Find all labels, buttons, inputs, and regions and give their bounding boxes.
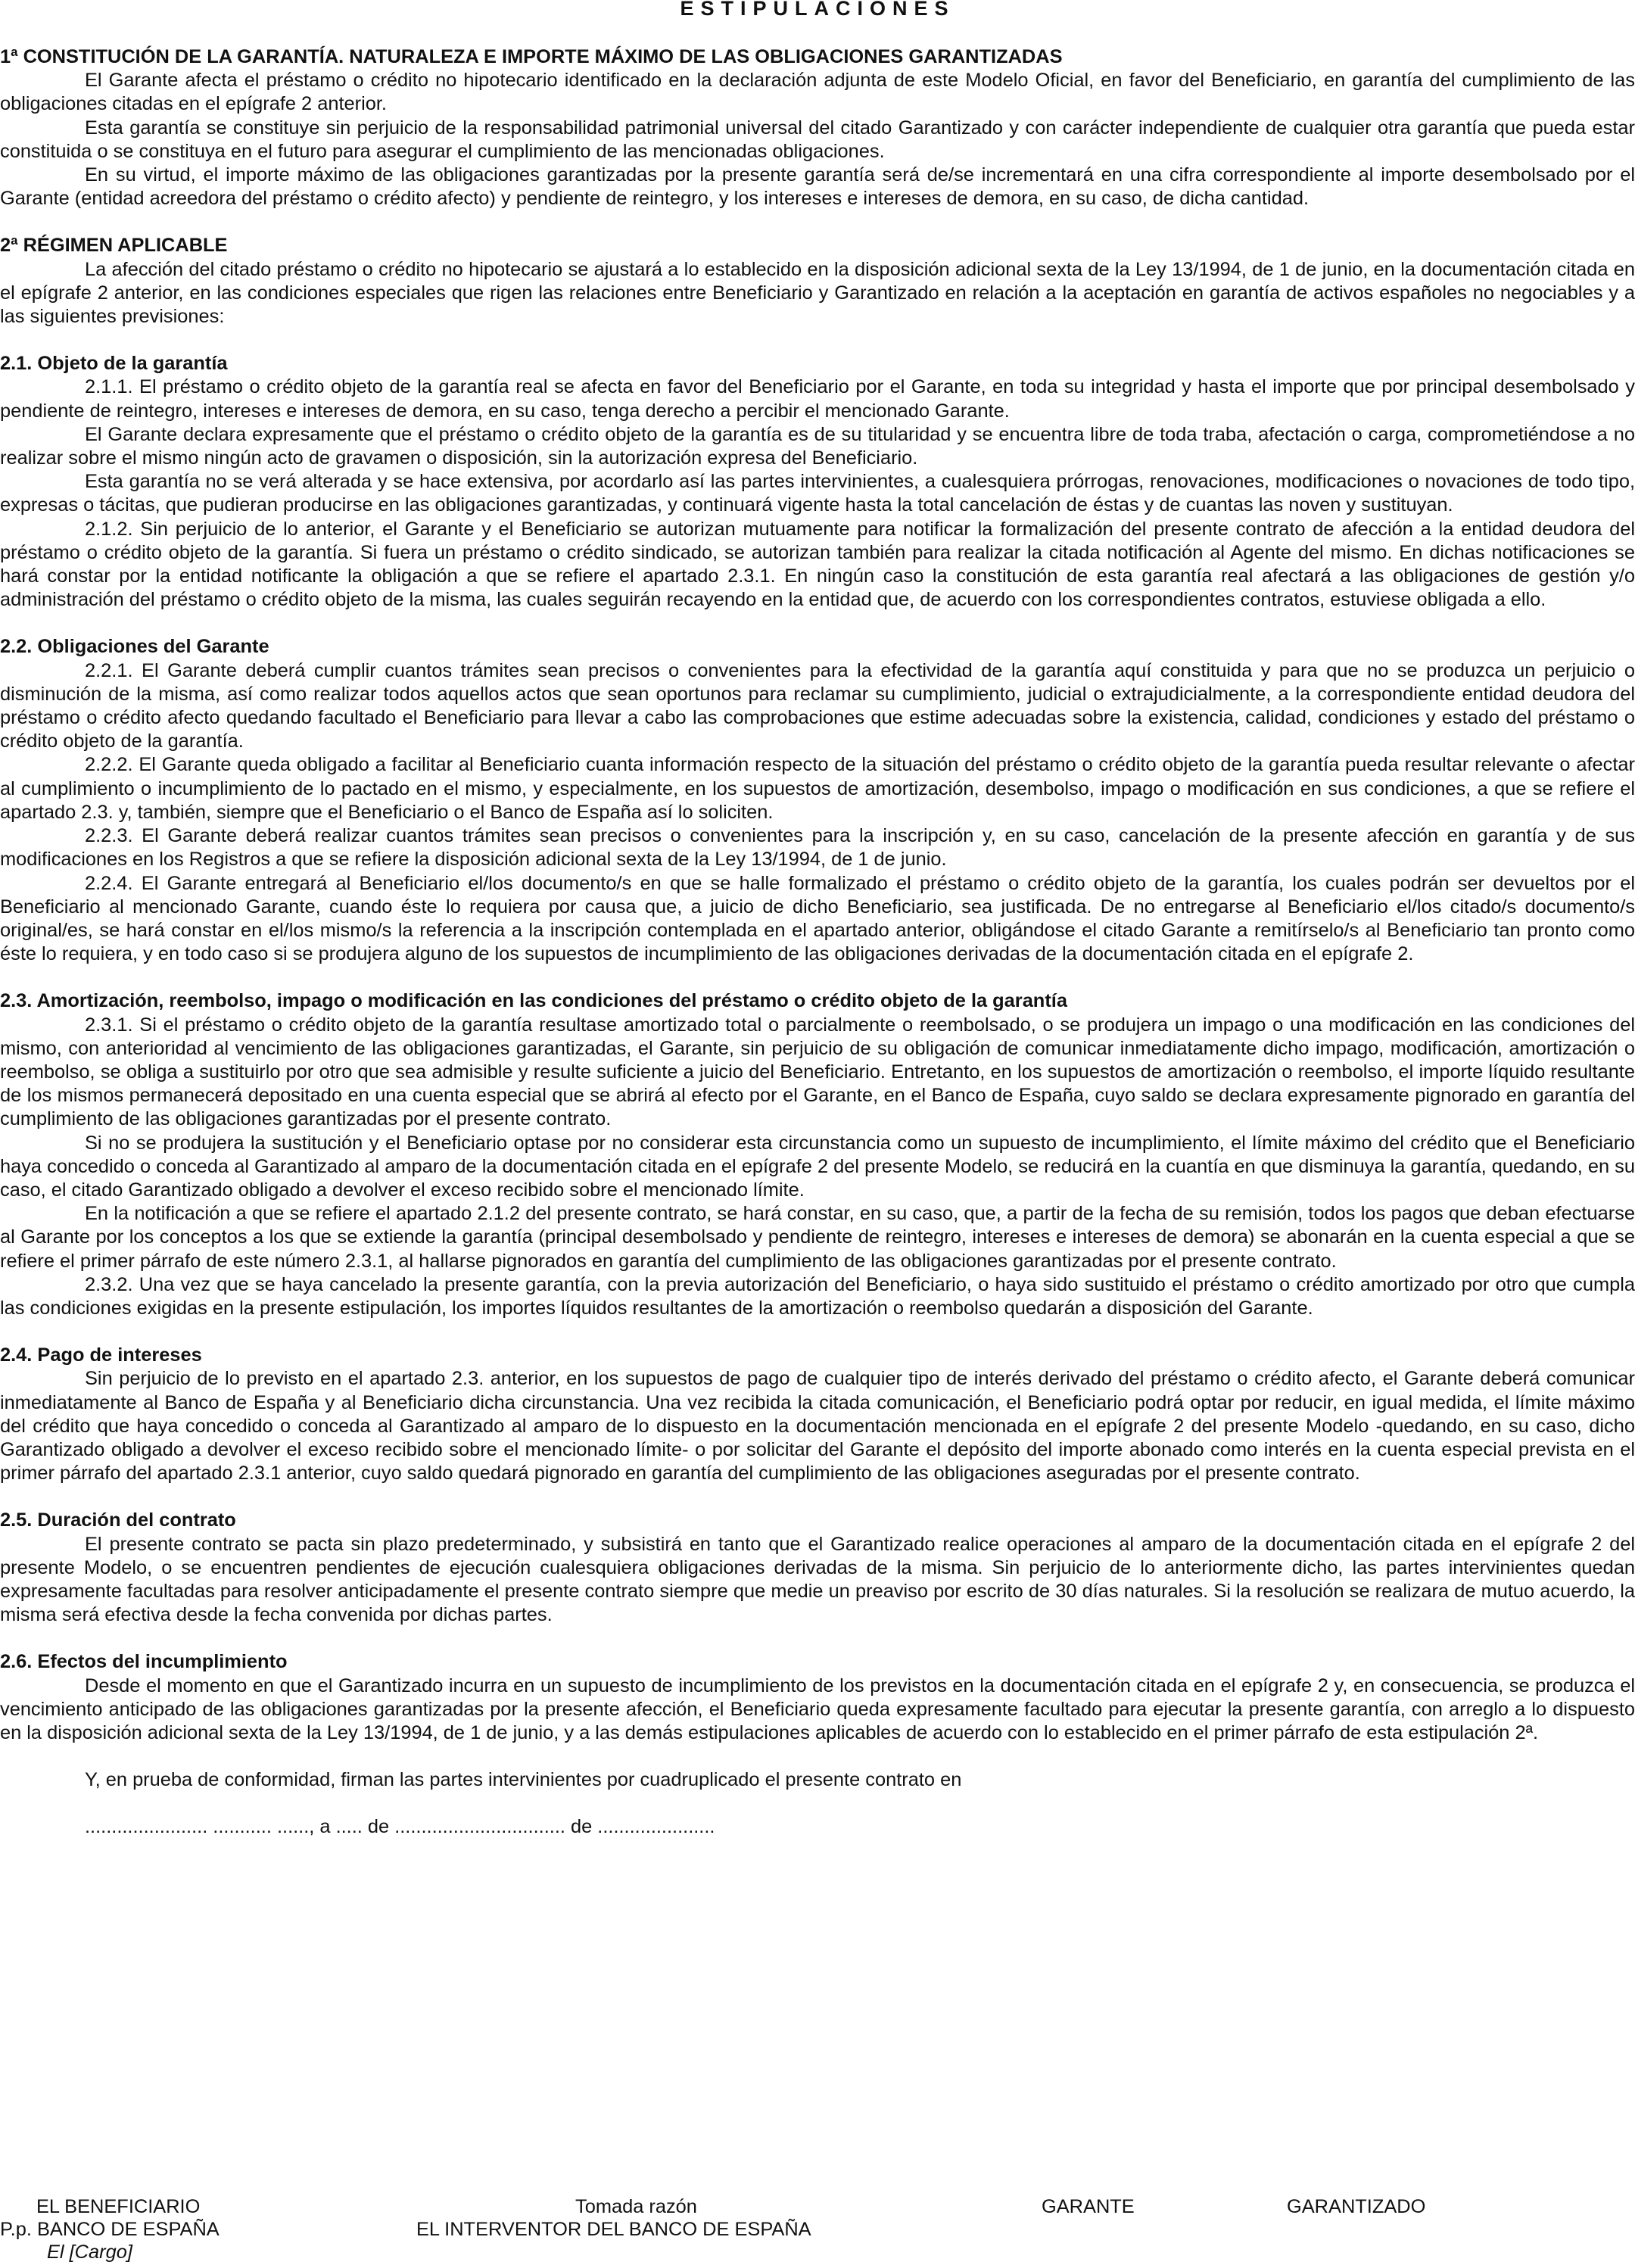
date-place-line: ....................... ........... ......, a ..... de ................................ de ...................... [85,1816,715,1838]
section-2-2-heading: 2.2. Obligaciones del Garante [0,636,269,658]
section-1-paragraph: En su virtud, el importe máximo de las obligaciones garantizadas por la presente garantía será de/se incrementará en una cifra correspondiente al importe desembolsado por el Garante (entidad acreedora del préstamo o crédito afecto) y pendiente de reintegro, y los intereses e intereses de demora, en su caso, de dicha cantidad. [0,164,1635,210]
section-2-4-paragraph: Sin perjuicio de lo previsto en el apartado 2.3. anterior, en los supuestos de pago de cualquier tipo de interés derivado del préstamo o crédito afecto, el Garante deberá comunicar inmediatamente al Banco de España y al Beneficiario dicha circunstancia. Una vez recibida la citada comunicación, el Beneficiario podrá optar por reducir, en igual medida, el límite máximo del crédito que haya concedido o conceda al Garantizado al amparo de lo dispuesto en la documentación mencionada en el epígrafe 2 del presente Modelo -quedando, en su caso, dicho Garantizado obligado a devolver el exceso recibido sobre el mencionado límite- o por solicitar del Garante el depósito del importe abonado como interés en la cuenta especial prevista en el primer párrafo del apartado 2.3.1 anterior, cuyo saldo quedará pignorado en garantía del cumplimiento de las obligaciones aseguradas por el presente contrato. [0,1368,1635,1484]
section-2-3-paragraph: Si no se produjera la sustitución y el Beneficiario optase por no considerar esta circunstancia como un supuesto de incumplimiento, el límite máximo del crédito que el Beneficiario haya concedido o conceda al Garantizado al amparo de la documentación citada en el epígrafe 2 del presente Modelo, se reducirá en la cuantía en que disminuya la garantía, quedando, en su caso, el citado Garantizado obligado a devolver el exceso recibido sobre el mencionado límite. [0,1132,1635,1201]
section-1-paragraph: El Garante afecta el préstamo o crédito no hipotecario identificado en la declaración adjunta de este Modelo Oficial, en favor del Beneficiario, en garantía del cumplimiento de las obligaciones citadas en el epígrafe 2 anterior. [0,70,1635,115]
section-2-3-paragraph: 2.3.1. Si el préstamo o crédito objeto de la garantía resultase amortizado total o parcialmente o reembolsado, o se produjera un impago o una modificación en las condiciones del mismo, con anterioridad al vencimiento de las obligaciones garantizadas, el Garante, sin perjuicio de su obligación de comunicar inmediatamente dicho impago, modificación, amortización o reembolso, se obliga a sustituirlo por otro que sea admisible y resulte suficiente a juicio del Beneficiario. Entretanto, en los supuestos de amortización o reembolso, el importe líquido resultante de los mismos permanecerá depositado en una cuenta especial que se abrirá al efecto por el Garante, en el Banco de España, cuyo saldo se declara expresamente pignorado en garantía del cumplimiento de las obligaciones garantizadas por el presente contrato. [0,1014,1635,1130]
section-2-2-paragraph: 2.2.3. El Garante deberá realizar cuantos trámites sean precisos o convenientes para la inscripción y, en su caso, cancelación de la presente afección en garantía y de sus modificaciones en los Registros a que se refiere la disposición adicional sexta de la Ley 13/1994, de 1 de junio. [0,825,1635,871]
signature-beneficiario-title: EL BENEFICIARIO [36,2196,201,2217]
signature-beneficiario-org: P.p. BANCO DE ESPAÑA [0,2219,220,2240]
section-1-paragraph: Esta garantía se constituye sin perjuicio de la responsabilidad patrimonial universal del citado Garantizado y con carácter independiente de cualquier otra garantía que pueda estar constituida o se constituya en el futuro para asegurar el cumplimiento de las mencionadas obligaciones. [0,117,1635,162]
section-2-1-heading: 2.1. Objeto de la garantía [0,353,228,375]
section-2-3-paragraph: En la notificación a que se refiere el apartado 2.1.2 del presente contrato, se hará constar, en su caso, que, a partir de la fecha de su remisión, todos los pagos que deban efectuarse al Garante por los conceptos a los que se extiende la garantía (principal desembolsado y pendiente de reintegro, intereses e intereses de demora) se abonarán en la cuenta especial a que se refiere el primer párrafo de este número 2.3.1, al hallarse pignorados en garantía del cumplimiento de las obligaciones garantizadas por el presente contrato. [0,1203,1635,1272]
section-2-1-paragraph: 2.1.2. Sin perjuicio de lo anterior, el Garante y el Beneficiario se autorizan mutuamente para notificar la formalización del presente contrato de afección a la entidad deudora del préstamo o crédito objeto de la garantía. Si fuera un préstamo o crédito sindicado, se autorizan también para realizar la citada notificación al Agente del mismo. En dichas notificaciones se hará constar por la entidad notificante la obligación a que se refiere el apartado 2.3.1. En ningún caso la constitución de esta garantía real afectará a las obligaciones de gestión y/o administración del préstamo o crédito objeto de la misma, las cuales seguirán recayendo en la entidad que, de acuerdo con los correspondientes contratos, estuviese obligada a ello. [0,518,1635,611]
section-2-4-heading: 2.4. Pago de intereses [0,1344,202,1366]
signature-tomada-razon: Tomada razón [575,2196,697,2217]
signature-garantizado: GARANTIZADO [1287,2196,1426,2217]
section-2-2-paragraph: 2.2.4. El Garante entregará al Beneficiario el/los documento/s en que se halle formalizado el préstamo o crédito objeto de la garantía, los cuales podrán ser devueltos por el Beneficiario al mencionado Garante, cuando éste lo requiera por causa que, a juicio de dicho Beneficiario, sea justificada. De no entregarse al Beneficiario el/los citado/s documento/s original/es, se hará constar en el/los mismo/s la referencia a la inscripción contemplada en el apartado anterior, obligándose el citado Garante a remitírselo/s al Beneficiario tan pronto como éste lo requiera, y en todo caso si se produjera alguno de los supuestos de incumplimiento de las obligaciones derivadas de la documentación citada en el epígrafe 2. [0,872,1635,965]
section-2-paragraph: La afección del citado préstamo o crédito no hipotecario se ajustará a lo establecido en la disposición adicional sexta de la Ley 13/1994, de 1 de junio, en la documentación citada en el epígrafe 2 anterior, en las condiciones especiales que rigen las relaciones entre Beneficiario y Garantizado en relación a la aceptación en garantía de activos españoles no negociables y a las siguientes previsiones: [0,258,1635,328]
section-2-heading: 2ª RÉGIMEN APLICABLE [0,235,228,257]
document-body [0,45,1635,1840]
signature-interventor: EL INTERVENTOR DEL BANCO DE ESPAÑA [416,2219,811,2240]
section-2-6-paragraph: Desde el momento en que el Garantizado incurra en un supuesto de incumplimiento de los previstos en la documentación citada en el epígrafe 2 y, en consecuencia, se produzca el vencimiento anticipado de las obligaciones garantizadas por la presente afección, el Beneficiario queda expresamente facultado para ejecutar la presente garantía, con arreglo a lo dispuesto en la disposición adicional sexta de la Ley 13/1994, de 1 de junio, y a las demás estipulaciones aplicables de acuerdo con lo establecido en el primer párrafo de esta estipulación 2ª. [0,1675,1635,1743]
section-2-3-heading: 2.3. Amortización, reembolso, impago o modificación en las condiciones del préstamo o crédito objeto de la garantía [0,990,1067,1012]
section-2-2-paragraph: 2.2.1. El Garante deberá cumplir cuantos trámites sean precisos o convenientes para la efectividad de la garantía aquí constituida y para que no se produzca un perjuicio o disminución de la misma, así como realizar todos aquellos actos que sean oportunos para reclamar su cumplimiento, judicial o extrajudicialmente, a la correspondiente entidad deudora del préstamo o crédito afecto quedando facultado el Beneficiario para llevar a cabo las comprobaciones que estime adecuadas sobre la existencia, calidad, condiciones y estado del préstamo o crédito objeto de la garantía. [0,659,1635,752]
closing-statement: Y, en prueba de conformidad, firman las partes intervinientes por cuadruplicado el presente contrato en [85,1769,962,1791]
section-2-5-paragraph: El presente contrato se pacta sin plazo predeterminado, y subsistirá en tanto que el Garantizado realice operaciones al amparo de la documentación citada en el epígrafe 2 del presente Modelo, o se encuentren pendientes de ejecución cualesquiera obligaciones derivadas de la misma. Sin perjuicio de lo anteriormente dicho, las partes intervinientes quedan expresamente facultadas para resolver anticipadamente el presente contrato siempre que medie un preaviso por escrito de 30 días naturales. Si la resolución se realizara de mutuo acuerdo, la misma será efectiva desde la fecha convenida por dichas partes. [0,1533,1635,1626]
section-2-5-heading: 2.5. Duración del contrato [0,1509,236,1531]
signature-beneficiario-cargo: El [Cargo] [47,2242,132,2263]
section-2-1-paragraph: Esta garantía no se verá alterada y se hace extensiva, por acordarlo así las partes intervinientes, a cualesquiera prórrogas, renovaciones, modificaciones o novaciones de todo tipo, expresas o tácitas, que pudieran producirse en las obligaciones garantizadas, y continuará vigente hasta la total cancelación de éstas y de cuantas las noven y sustituyan. [0,471,1635,516]
section-2-2-paragraph: 2.2.2. El Garante queda obligado a facilitar al Beneficiario cuanta información respecto de la situación del préstamo o crédito objeto de la garantía pueda resultar relevante o afectar al cumplimiento o incumplimiento de lo pactado en el mismo, y especialmente, en los supuestos de amortización, desembolso, impago o modificación en sus condiciones, a que se refiere el apartado 2.3. y, también, siempre que el Beneficiario o el Banco de España así lo soliciten. [0,754,1635,823]
section-2-3-paragraph: 2.3.2. Una vez que se haya cancelado la presente garantía, con la previa autorización del Beneficiario, o haya sido sustituido el préstamo o crédito amortizado por otro que cumpla las condiciones exigidas en la presente estipulación, los importes líquidos resultantes de la amortización o reembolso quedarán a disposición del Garante. [0,1273,1635,1319]
section-2-1-paragraph: El Garante declara expresamente que el préstamo o crédito objeto de la garantía es de su titularidad y se encuentra libre de toda traba, afectación o carga, comprometiéndose a no realizar sobre el mismo ningún acto de gravamen o disposición, sin la autorización expresa del Beneficiario. [0,423,1635,469]
section-2-1-paragraph: 2.1.1. El préstamo o crédito objeto de la garantía real se afecta en favor del Beneficiario por el Garante, en toda su integridad y hasta el importe que por principal desembolsado y pendiente de reintegro, intereses e intereses de demora, en su caso, tenga derecho a percibir el mencionado Garante. [0,376,1635,422]
signature-garante: GARANTE [1042,2196,1135,2217]
section-1-heading: 1ª CONSTITUCIÓN DE LA GARANTÍA. NATURALEZA E IMPORTE MÁXIMO DE LAS OBLIGACIONES GARANTIZADAS [0,46,1063,67]
document-title: ESTIPULACIONES [680,0,955,17]
section-2-6-heading: 2.6. Efectos del incumplimiento [0,1651,288,1673]
